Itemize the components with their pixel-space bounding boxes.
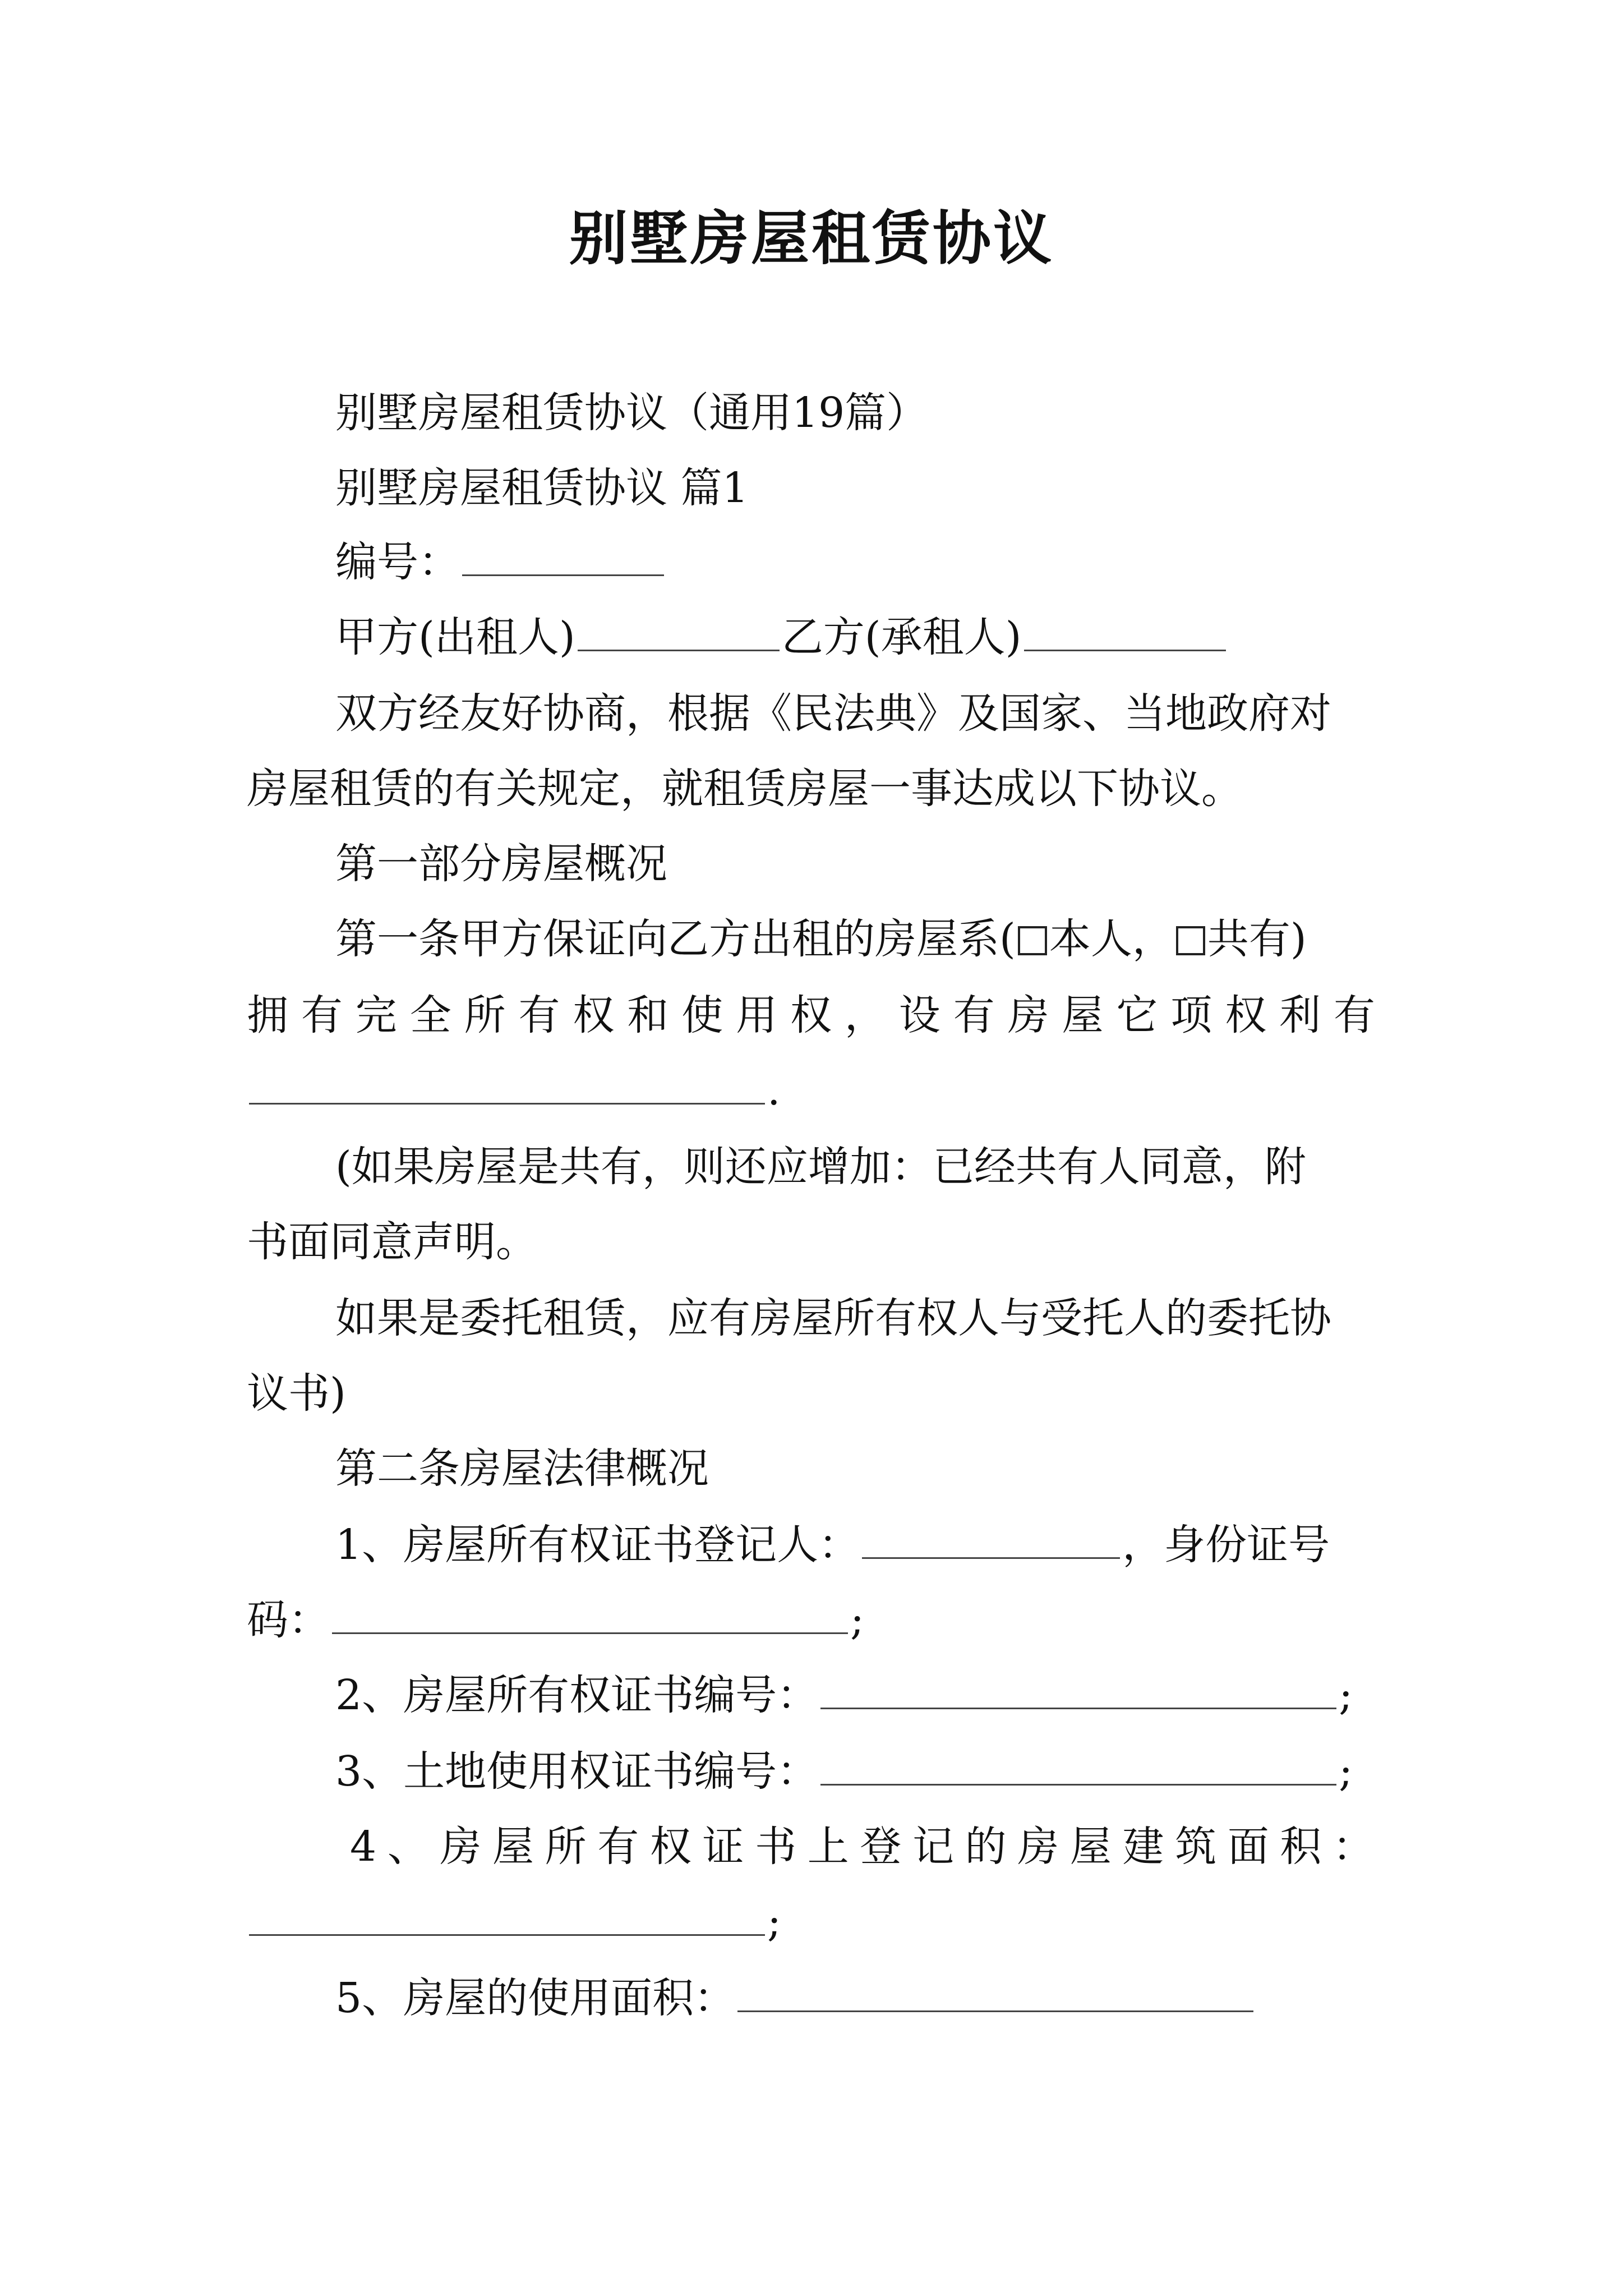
land-cert-blank [820, 1745, 1336, 1786]
number-label: 编号： [335, 538, 460, 586]
item-2-label: 2、房屋所有权证书编号： [335, 1671, 819, 1719]
parties-line [335, 609, 1228, 665]
note-line-3: 如果是委托租赁，应有房屋所有权人与受托人的委托协 [335, 1294, 1331, 1342]
chapter-heading: 别墅房屋租赁协议 篇1 [335, 464, 749, 512]
number-blank [462, 535, 664, 576]
party-b-blank [1024, 610, 1226, 651]
article-one-text: 第一条甲方保证向乙方出租的房屋系( [335, 915, 1016, 963]
item-5-label: 5、房屋的使用面积： [335, 1974, 736, 2022]
article-one-line-1 [335, 911, 1307, 967]
option-self-label: 本人， [1049, 915, 1174, 963]
note-line-2: 书面同意声明。 [247, 1218, 537, 1266]
id-number-blank [332, 1593, 848, 1634]
note-line-1: (如果房屋是共有，则还应增加：已经共有人同意，附 [335, 1143, 1306, 1191]
item-2-line [335, 1667, 1353, 1723]
item-1-label: 1、房屋所有权证书登记人： [335, 1521, 860, 1569]
usable-area-blank [737, 1971, 1253, 2012]
article-one-end: . [767, 1066, 781, 1115]
subtitle: 别墅房屋租赁协议（通用19篇） [335, 389, 928, 437]
note-line-4: 议书) [247, 1369, 346, 1418]
item-1-id-label: ，身份证号 [1122, 1521, 1330, 1569]
article-two-heading: 第二条房屋法律概况 [335, 1444, 709, 1493]
item-4-line-2 [247, 1894, 781, 1950]
item-1-end: ; [850, 1596, 864, 1644]
article-one-line-2: 拥有完全所有权和使用权，设有房屋它项权利有 [247, 991, 1380, 1039]
encumbrance-blank [249, 1064, 765, 1105]
ownership-cert-blank [820, 1668, 1336, 1709]
item-2-end: ; [1339, 1671, 1353, 1719]
intro-line-2: 房屋租赁的有关规定，就租赁房屋一事达成以下协议。 [247, 765, 1243, 813]
article-one-line-3 [247, 1062, 781, 1119]
item-3-line [335, 1743, 1353, 1800]
party-a-label: 甲方(出租人) [335, 613, 575, 661]
intro-line-1: 双方经友好协商，根据《民法典》及国家、当地政府对 [335, 689, 1331, 738]
registrant-blank [862, 1518, 1120, 1559]
item-1-id-label-cont: 码： [247, 1596, 330, 1644]
item-3-label: 3、土地使用权证书编号： [335, 1747, 819, 1796]
item-1-line-2 [247, 1592, 864, 1648]
option-joint-label: 共有) [1207, 915, 1307, 963]
number-line [335, 534, 666, 590]
checkbox-self[interactable] [1018, 926, 1047, 955]
building-area-blank [249, 1895, 765, 1936]
item-3-end: ; [1339, 1747, 1353, 1796]
item-1-line-1 [335, 1517, 1330, 1573]
item-4-end: ; [767, 1898, 781, 1946]
document-title: 别墅房屋租赁协议 [569, 204, 1054, 273]
part-one-heading: 第一部分房屋概况 [335, 840, 667, 888]
item-4-line-1: 4、房屋所有权证书上登记的房屋建筑面积： [350, 1823, 1380, 1871]
checkbox-joint[interactable] [1176, 926, 1205, 955]
item-5-line [335, 1970, 1256, 2026]
party-b-label: 乙方(承租人) [781, 613, 1022, 661]
party-a-blank [578, 610, 780, 651]
